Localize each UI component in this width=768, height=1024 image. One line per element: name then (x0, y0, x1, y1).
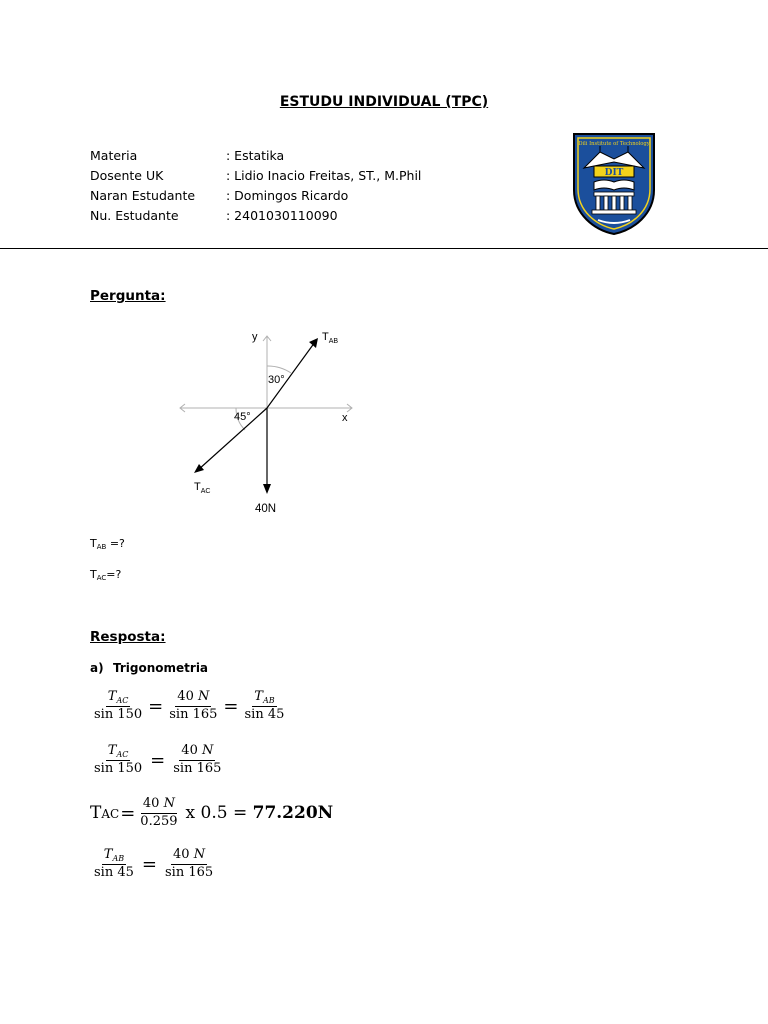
info-label-naran: Naran Estudante (90, 188, 196, 203)
eq4-fraction-load: $\frac{40 N}{\sin 165}$ (164, 847, 214, 881)
info-value-dosente: : Lidio Inacio Freitas, ST., M.Phil (226, 168, 422, 183)
t-ab-arrowhead (309, 338, 318, 348)
logo-book-icon (594, 180, 634, 190)
info-label-dosente: Dosente UK (90, 168, 164, 183)
x-axis-label: x (342, 412, 348, 424)
eq1-fraction-load: $\frac{40 N}{\sin 165}$ (169, 689, 218, 723)
method-item (90, 661, 208, 675)
info-value-naran: : Domingos Ricardo (226, 188, 349, 203)
info-label-numeru: Nu. Estudante (90, 208, 179, 223)
eq3-tail: x 0.5 = (185, 803, 253, 824)
answer-heading: Resposta: (90, 629, 166, 645)
eq1-fraction-tab: $\frac{T_{AB}}{\sin 45}$ (244, 689, 285, 723)
logo-column-icon (612, 196, 616, 210)
eq2-fraction-load: $\frac{40 N}{\sin 165}$ (173, 743, 222, 777)
equals-sign: = (120, 802, 136, 824)
unknown-t-ab: $T_{AB}$ =? (90, 537, 125, 551)
question-heading: Pergunta: (90, 288, 166, 304)
method-label: a) (90, 661, 104, 675)
method-name: Trigonometria (113, 661, 209, 675)
load-label: 40N (255, 503, 277, 515)
load-arrowhead (263, 484, 271, 494)
dit-logo (572, 132, 656, 236)
equation-4 (90, 848, 217, 881)
logo-column-icon (604, 196, 608, 210)
info-value-numeru: : 2401030110090 (226, 208, 338, 223)
equation-1 (90, 690, 288, 723)
info-label-materia: Materia (90, 148, 138, 163)
header-divider (0, 248, 768, 249)
logo-column-icon (596, 196, 600, 210)
angle-arc-30 (267, 366, 291, 373)
logo-arc-text: Dili Institute of Technology (578, 141, 650, 147)
info-value-materia: : Estatika (226, 148, 285, 163)
document-title: ESTUDU INDIVIDUAL (TPC) (279, 94, 489, 110)
t-ac-label: $T_{AC}$ (194, 481, 211, 495)
equation-2 (90, 744, 225, 777)
equals-sign: = (150, 750, 166, 772)
logo-column-icon (620, 196, 624, 210)
eq3-fraction: $\frac{40 N}{0.259}$ (140, 796, 178, 829)
equals-sign: = (148, 696, 164, 718)
force-diagram (170, 322, 370, 522)
eq2-fraction-tac: $\frac{T_{AC}}{\sin 150}$ (94, 743, 143, 777)
y-axis-label: y (252, 331, 258, 343)
equals-sign: = (141, 854, 157, 876)
logo-initials: DIT (604, 168, 624, 178)
eq1-fraction-tac: $\frac{T_{AC}}{\sin 150}$ (94, 689, 143, 723)
equals-sign: = (223, 696, 239, 718)
unknown-t-ac: $T_{AC}=$? (90, 568, 122, 582)
angle-45-label: 45° (234, 411, 251, 423)
t-ab-label: $T_{AB}$ (322, 331, 339, 345)
eq3-lhs: TAC (90, 803, 120, 824)
logo-column-icon (628, 196, 632, 210)
t-ac-vector (198, 408, 267, 470)
eq3-result: 77.220N (252, 803, 334, 824)
equation-3 (90, 797, 333, 830)
angle-30-label: 30° (268, 374, 285, 386)
eq4-fraction-tab: $\frac{T_{AB}}{\sin 45}$ (94, 847, 134, 881)
